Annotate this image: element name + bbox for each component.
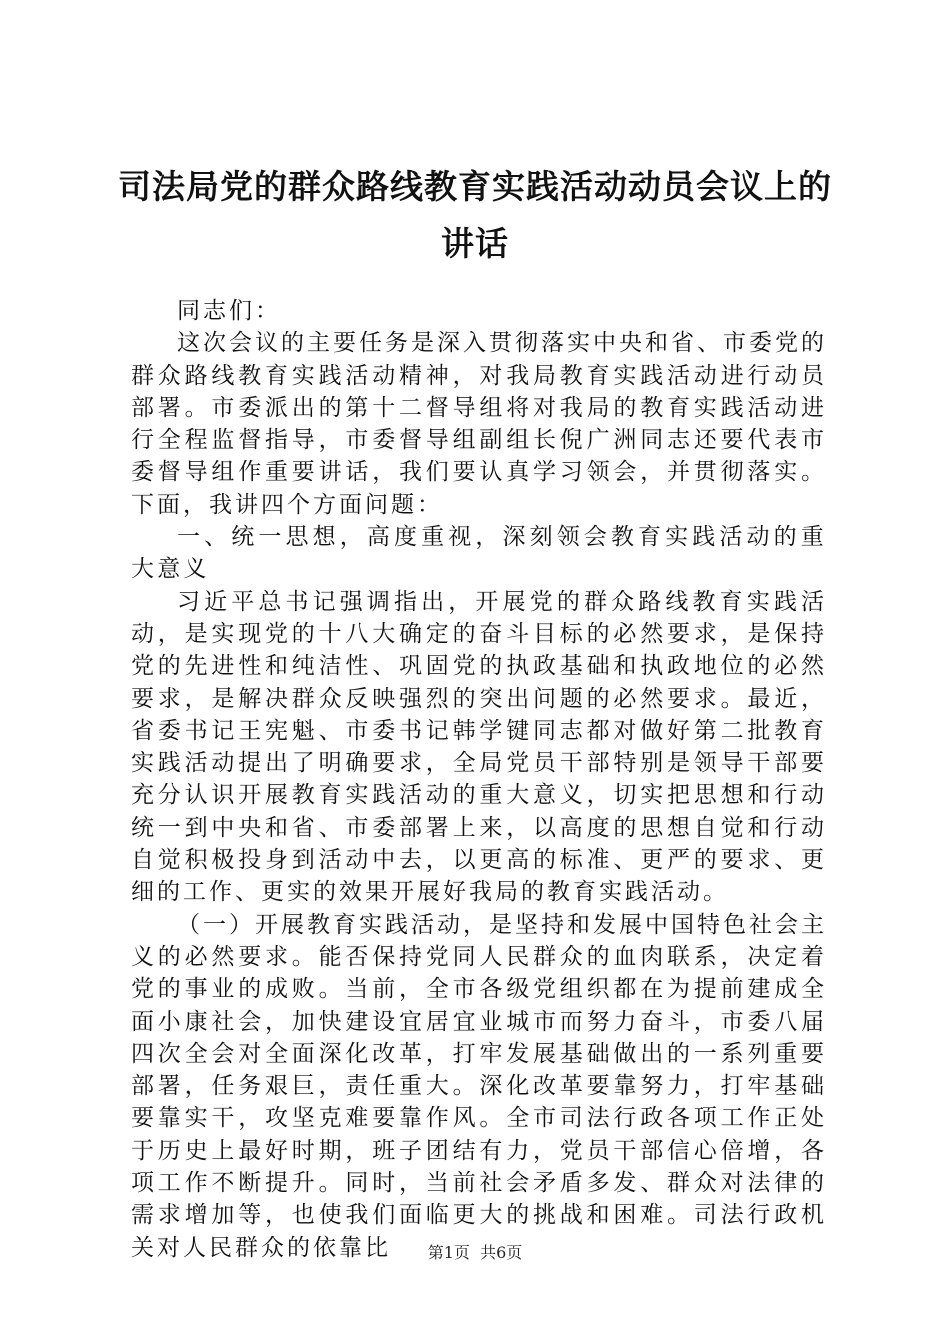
paragraph-point-1: （一）开展教育实践活动，是坚持和发展中国特色社会主义的必然要求。能否保持党同人民群众的血肉联系，决定着党的事业的成败。当前，全市各级党组织都在为提前建成全面小康社会，加快建设宜居宜业城市而努力奋斗，市委八届四次全会对全面深化改革，打牢发展基础做出的一系列重要部署，任务艰巨，责任重大。深化改革要靠努力，打牢基础要靠实干，攻坚克难要靠作风。全市司法行政各项工作正处于历史上最好时期，班子团结有力，党员干部信心倍增，各项工作不断提升。同时，当前社会矛盾多发、群众对法律的需求增加等，也使我们面临更大的挑战和困难。司法行政机关对人民群众的依靠比 <box>131 911 827 1261</box>
paragraph-significance: 习近平总书记强调指出，开展党的群众路线教育实践活动，是实现党的十八大确定的奋斗目标的必然要求，是保持党的先进性和纯洁性、巩固党的执政基础和执政地位的必然要求，是解决群众反映强烈的突出问题的必然要求。最近，省委书记王宪魁、市委书记韩学键同志都对做好第二批教育实践活动提出了明确要求，全局党员干部特别是领导干部要充分认识开展教育实践活动的重大意义，切实把思想和行动统一到中央和省、市委部署上来，以高度的思想自觉和行动自觉积极投身到活动中去，以更高的标准、更严的要求、更细的工作、更实的效果开展好我局的教育实践活动。 <box>131 588 827 906</box>
salutation: 同志们： <box>177 298 281 324</box>
page-footer <box>0 1243 950 1263</box>
paragraph-intro: 这次会议的主要任务是深入贯彻落实中央和省、市委党的群众路线教育实践活动精神，对我局教育实践活动进行动员部署。市委派出的第十二督导组将对我局的教育实践活动进行全程监督指导，市委督导组副组长倪广洲同志还要代表市委督导组作重要讲话，我们要认真学习领会，并贯彻落实。下面，我讲四个方面问题： <box>131 330 827 518</box>
document-body <box>131 295 827 1264</box>
page-indicator: 第1页 共6页 <box>427 1243 523 1262</box>
document-title: 司法局党的群众路线教育实践活动动员会议上的讲话 <box>118 167 832 263</box>
section-heading-1: 一、统一思想，高度重视，深刻领会教育实践活动的重大意义 <box>131 524 827 583</box>
